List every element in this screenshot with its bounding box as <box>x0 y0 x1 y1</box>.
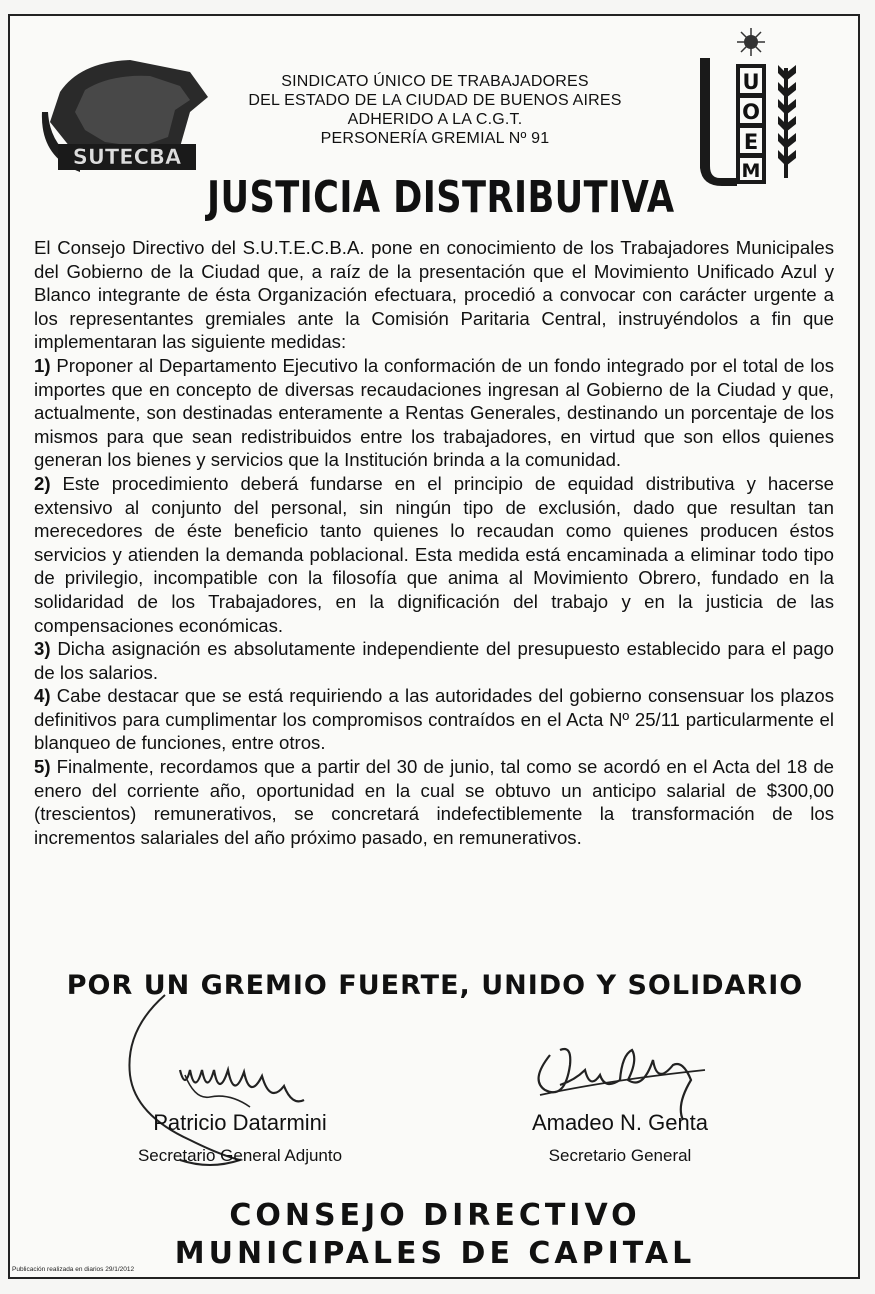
uoem-logo <box>692 28 810 188</box>
item-text: Este procedimiento deberá fundarse en el principio de equidad distributiva y hacerse extensivo al conjunto del personal, sin ningún tipo de exclusión, dado que resultan tan merecedores de éste beneficio tanto quienes lo recaudan como quienes producen éstos servicios y atienden la demanda poblacional. Esta medida está encaminada a eliminar todo tipo de privilegio, incompatible con la filosofía que anima al Movimiento Obrero, fundado en la solidaridad de los Trabajadores, en la dignificación del trabajo y en la justicia de las compensaciones económicas. <box>34 472 834 636</box>
header-line-1: SINDICATO ÚNICO DE TRABAJADORES <box>281 73 589 90</box>
signer-name: Amadeo N. Genta <box>531 1110 709 1135</box>
item-text: Finalmente, recordamos que a partir del 30 de junio, tal como se acordó en el Acta del 18 de enero del corriente año, oportunidad en la cual se obtuvo un anticipo salarial de $300,00 (trescientos) remunerativos, se concretará indefectiblemente la transformación de los incrementos salariales del año próximo pasado, en remunerativos. <box>34 756 835 848</box>
uoem-letter-o: O <box>742 100 760 124</box>
signature-block-adjunto <box>95 1110 385 1166</box>
item-text: Proponer al Departamento Ejecutivo la conformación de un fondo integrado por el total de los importes que en concepto de diversas recaudaciones ingresan al Gobierno de la Ciudad y que, actualmente, son destinadas enteramente a Rentas Generales, destinando un porcentaje de los mismos para que sean redistribuidos entre los trabajadores, en virtud que son ellos quienes generan los bienes y servicios que la Institución brinda a la comunidad. <box>34 354 834 471</box>
item-text: Dicha asignación es absolutamente independiente del presupuesto establecido para el pago de los salarios. <box>34 638 834 683</box>
wheat-icon <box>778 65 796 178</box>
signer-role: Secretario General <box>548 1146 692 1165</box>
uoem-letter-u: U <box>742 70 760 94</box>
list-item <box>34 637 834 684</box>
sutecba-logo <box>40 52 210 184</box>
header-line-3: ADHERIDO A LA C.G.T. <box>347 111 523 128</box>
item-number: 5) <box>34 756 51 778</box>
item-number: 1) <box>34 354 51 376</box>
intro-paragraph: El Consejo Directivo del S.U.T.E.C.B.A. pone en conocimiento de los Trabajadores Municipales del Gobierno de la Ciudad que, a raíz de la presentación que el Movimiento Unificado Azul y Blanco integrante de ésta Organización efectuara, procedió a convocar con carácter urgente a los representantes gremiales ante la Comisión Paritaria Central, instruyéndolos a fin que implementaran las siguiente medidas: <box>34 237 834 353</box>
list-item <box>34 684 834 755</box>
footer-line-2: MUNICIPALES DE CAPITAL <box>174 1236 696 1271</box>
uoem-letter-e: E <box>743 130 759 154</box>
sutecba-logo-text: SUTECBA <box>72 145 182 169</box>
header-line-4: PERSONERÍA GREMIAL Nº 91 <box>320 130 550 147</box>
document-body <box>34 236 834 849</box>
signature-block-general <box>490 1110 750 1166</box>
footer-line-1: CONSEJO DIRECTIVO <box>229 1198 641 1233</box>
list-item <box>34 755 834 849</box>
list-item <box>34 354 834 472</box>
uoem-letter-m: M <box>741 160 761 182</box>
signer-role: Secretario General Adjunto <box>137 1146 343 1165</box>
item-text: Cabe destacar que se está requiriendo a las autoridades del gobierno consensuar los plazos definitivos para cumplimentar los compromisos contraídos en el Acta Nº 25/11 particularmente el blanqueo de funciones, entre otros. <box>34 685 834 754</box>
signer-name: Patricio Datarmini <box>153 1110 327 1135</box>
sun-icon <box>737 28 765 56</box>
item-number: 2) <box>34 472 51 494</box>
item-number: 3) <box>34 638 51 660</box>
slogan: POR UN GREMIO FUERTE, UNIDO Y SOLIDARIO <box>66 970 804 1001</box>
list-item <box>34 472 834 637</box>
publication-note: Publicación realizada en diarios 29/1/2012 <box>12 1266 135 1273</box>
header-line-2: DEL ESTADO DE LA CIUDAD DE BUENOS AIRES <box>248 92 622 109</box>
union-header <box>220 72 650 148</box>
document-title: JUSTICIA DISTRIBUTIVA <box>207 172 675 223</box>
item-number: 4) <box>34 685 51 707</box>
